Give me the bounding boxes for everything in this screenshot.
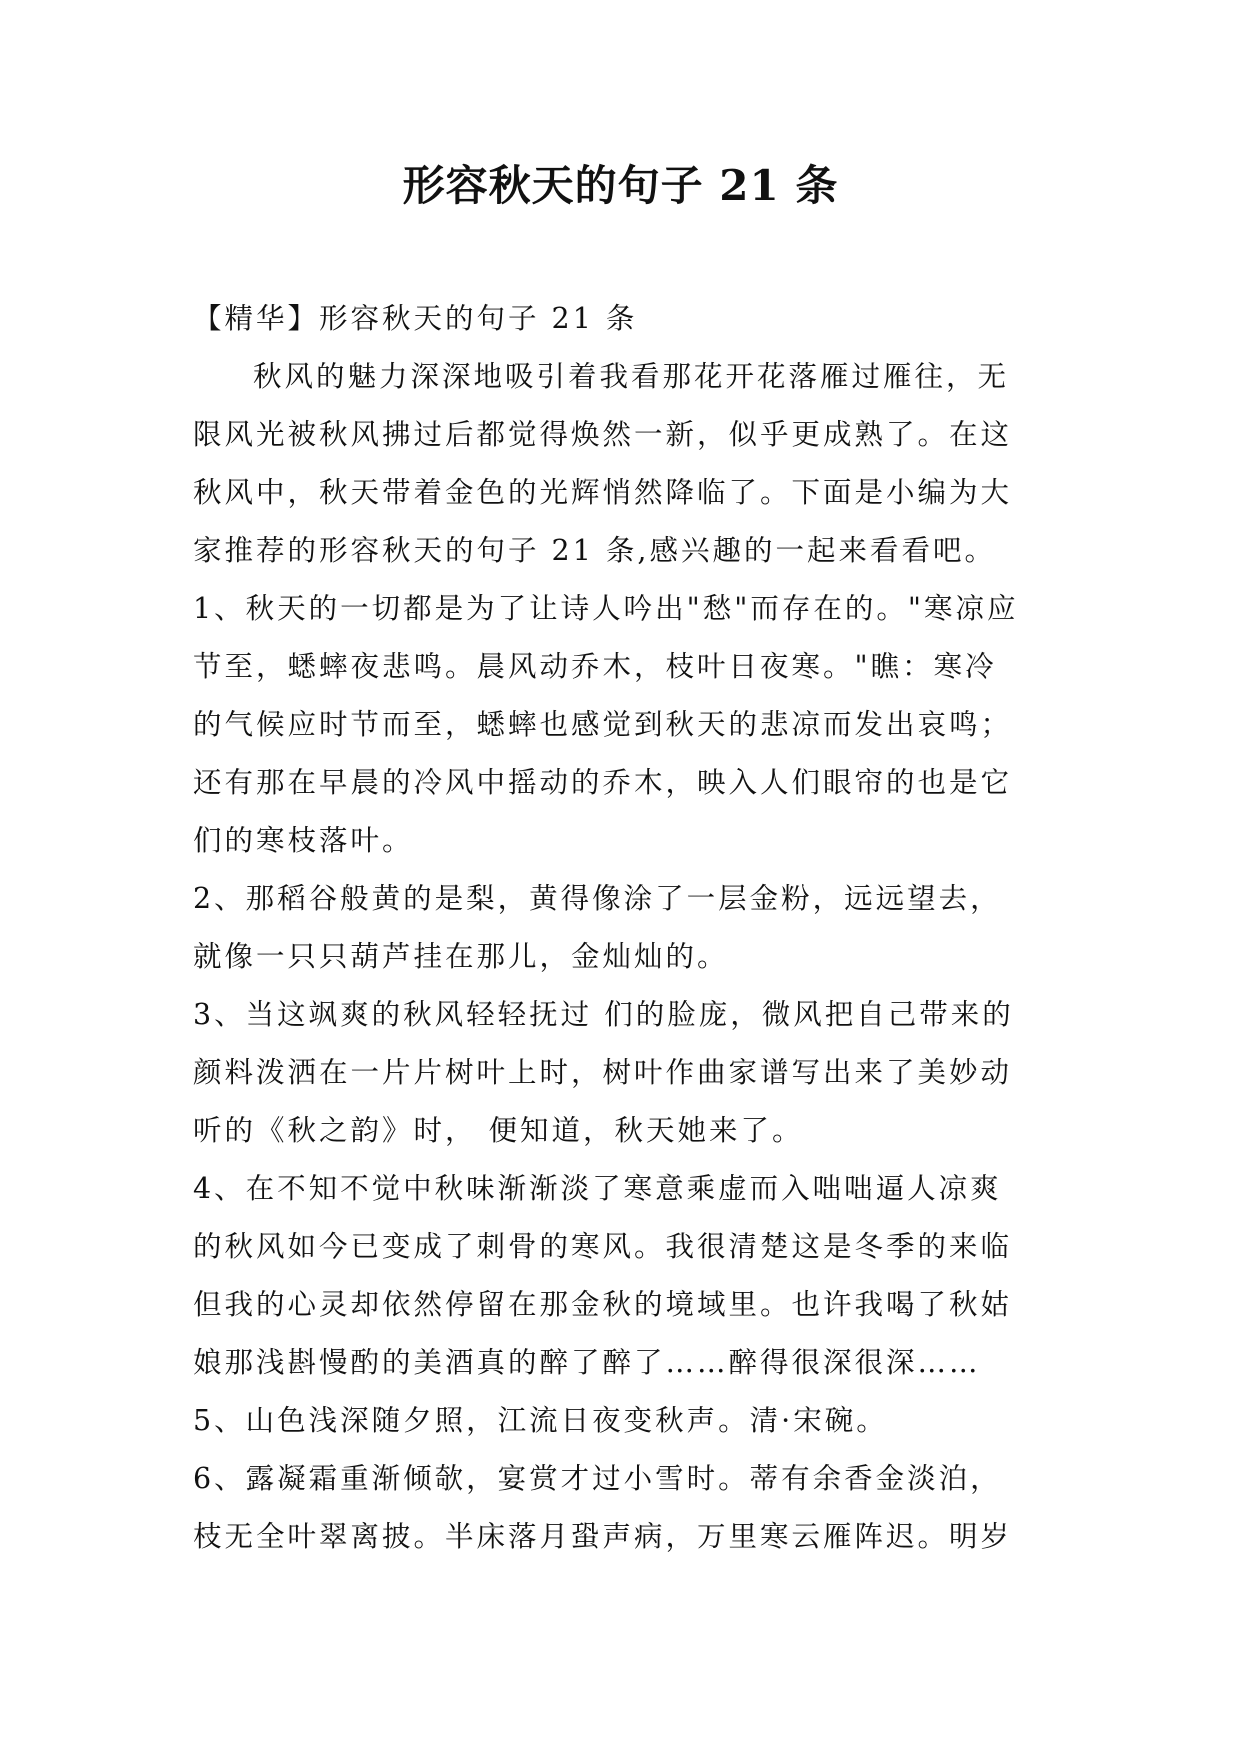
item-line: 4、在不知不觉中秋味渐渐淡了寒意乘虚而入咄咄逼人凉爽 — [193, 1172, 1002, 1205]
item-line: 2、那稻谷般黄的是梨，黄得像涂了一层金粉，远远望去， — [193, 882, 1002, 915]
paragraph-line: 秋风的魅力深深地吸引着我看那花开花落雁过雁往，无 — [253, 360, 1010, 393]
paragraph-line: 家推荐的形容秋天的句子 21 条,感兴趣的一起来看看吧。 — [193, 534, 996, 567]
document-body — [193, 290, 1053, 1566]
item-line: 还有那在早晨的冷风中摇动的乔木，映入人们眼帘的也是它 — [193, 766, 1013, 799]
item-line: 但我的心灵却依然停留在那金秋的境域里。也许我喝了秋姑 — [193, 1288, 1013, 1321]
item-line: 节至，蟋蟀夜悲鸣。晨风动乔木，枝叶日夜寒。"瞧：寒冷 — [193, 650, 997, 683]
item-line: 6、露凝霜重渐倾欹，宴赏才过小雪时。蒂有余香金淡泊， — [193, 1462, 1002, 1495]
paragraph-line: 限风光被秋风拂过后都觉得焕然一新，似乎更成熟了。在这 — [193, 418, 1013, 451]
item-line: 枝无全叶翠离披。半床落月蛩声病，万里寒云雁阵迟。明岁 — [193, 1520, 1013, 1553]
item-line: 颜料泼洒在一片片树叶上时，树叶作曲家谱写出来了美妙动 — [193, 1056, 1013, 1089]
item-line: 的气候应时节而至，蟋蟀也感觉到秋天的悲凉而发出哀鸣； — [193, 708, 1013, 741]
item-line: 就像一只只葫芦挂在那儿，金灿灿的。 — [193, 940, 729, 973]
intro-line: 【精华】形容秋天的句子 21 条 — [193, 302, 638, 335]
item-line: 1、秋天的一切都是为了让诗人吟出"愁"而存在的。"寒凉应 — [193, 592, 1019, 625]
document-title: 形容秋天的句子 21 条 — [402, 161, 839, 210]
item-line: 们的寒枝落叶。 — [193, 824, 414, 857]
item-line: 的秋风如今已变成了刺骨的寒风。我很清楚这是冬季的来临 — [193, 1230, 1013, 1263]
item-line: 娘那浅斟慢酌的美酒真的醉了醉了……醉得很深很深…… — [193, 1346, 981, 1379]
item-line: 听的《秋之韵》时， 便知道，秋天她来了。 — [193, 1114, 804, 1147]
paragraph-line: 秋风中，秋天带着金色的光辉悄然降临了。下面是小编为大 — [193, 476, 1013, 509]
item-line: 5、山色浅深随夕照，江流日夜变秋声。清·宋碗。 — [193, 1404, 888, 1437]
item-line: 3、当这飒爽的秋风轻轻抚过 们的脸庞，微风把自己带来的 — [193, 998, 1014, 1031]
